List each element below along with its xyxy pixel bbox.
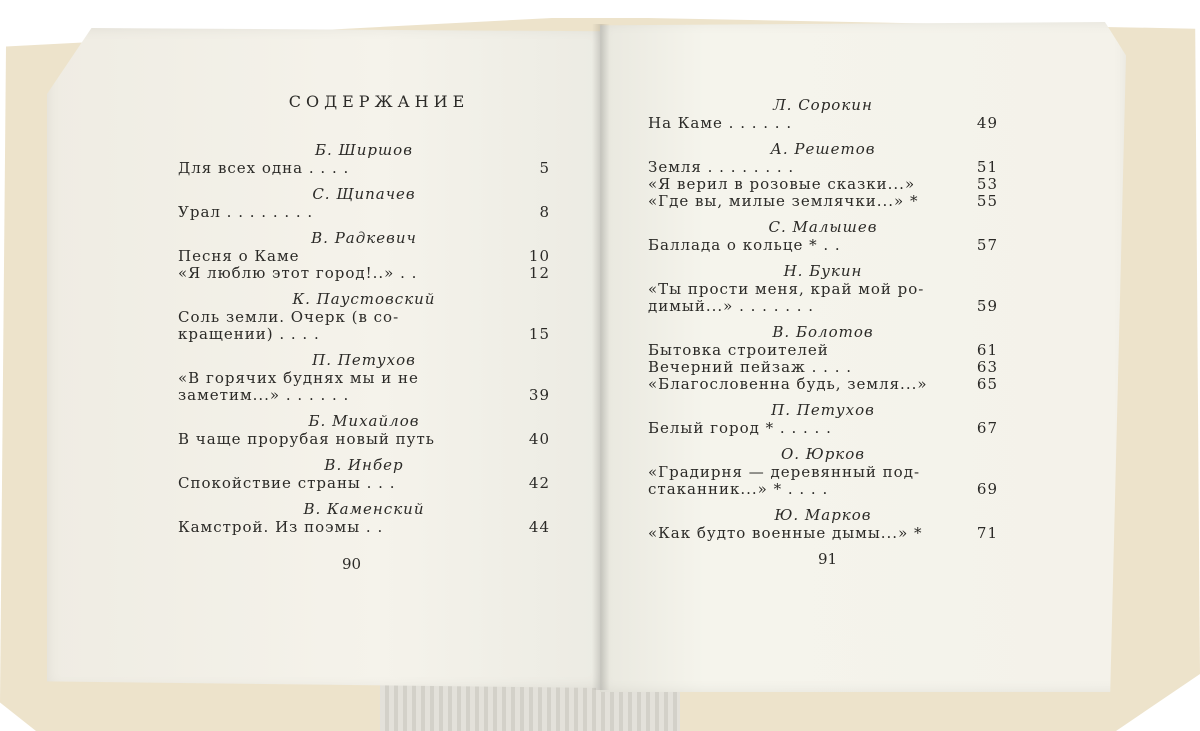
entry-title-line: кращении) . . . . [178, 325, 320, 343]
entry-title-line: «Ты прости меня, край мой ро- [648, 280, 925, 298]
entry-title-line: Соль земли. Очерк (в со- [178, 308, 400, 326]
author-name: Н. Букин [783, 262, 863, 280]
toc-entry [648, 115, 998, 132]
author-name: Б. Ширшов [315, 141, 413, 159]
entry-page: 12 [528, 264, 550, 282]
entry-page: 39 [528, 386, 550, 404]
entry-title: «Где вы, милые землячки...» * [648, 192, 919, 210]
toc-entry [648, 359, 998, 376]
toc-entry [178, 475, 550, 492]
toc-entry [648, 342, 998, 359]
toc-entry [648, 298, 998, 315]
entry-page: 55 [976, 192, 998, 210]
entry-page: 61 [976, 341, 998, 359]
entry-title-line: димый...» . . . . . . . [648, 297, 815, 315]
toc-entry [178, 265, 550, 282]
page-number: 91 [818, 550, 838, 568]
toc-entry [648, 420, 998, 437]
left-toc [178, 90, 550, 536]
author-name: П. Петухов [771, 401, 875, 419]
right-toc [648, 88, 998, 542]
author-name: Л. Сорокин [773, 96, 873, 114]
toc-entry [178, 519, 550, 536]
entry-title: «Я люблю этот город!..» . . [178, 264, 418, 282]
toc-entry [178, 204, 550, 221]
entry-page: 8 [539, 203, 550, 221]
entry-page: 15 [528, 325, 550, 343]
entry-title-line: «Градирня — деревянный под- [648, 463, 921, 481]
toc-entry [648, 193, 998, 210]
entry-page: 5 [539, 159, 550, 177]
entry-title: Бытовка строителей [648, 341, 829, 359]
author-name: В. Инбер [324, 456, 404, 474]
entry-title: «Я верил в розовые сказки...» [648, 175, 916, 193]
entry-title: «Благословенна будь, земля...» [648, 375, 928, 393]
entry-title-line: заметим...» . . . . . . [178, 386, 350, 404]
entry-title: Баллада о кольце * . . [648, 236, 841, 254]
toc-heading: СОДЕРЖАНИЕ [288, 92, 470, 111]
entry-page: 65 [976, 375, 998, 393]
entry-page: 71 [976, 524, 998, 542]
toc-entry [648, 176, 998, 193]
entry-title-line: стаканник...» * . . . . [648, 480, 829, 498]
toc-entry [648, 237, 998, 254]
entry-page: 40 [528, 430, 550, 448]
entry-title: Белый город * . . . . . [648, 419, 832, 437]
entry-title: На Каме . . . . . . [648, 114, 793, 132]
entry-title: Для всех одна . . . . [178, 159, 350, 177]
author-name: В. Каменский [303, 500, 425, 518]
entry-page: 49 [976, 114, 998, 132]
entry-page: 59 [976, 297, 998, 315]
entry-page: 51 [976, 158, 998, 176]
author-name: С. Щипачев [312, 185, 416, 203]
author-name: Ю. Марков [774, 506, 872, 524]
entry-page: 42 [528, 474, 550, 492]
entry-page: 53 [976, 175, 998, 193]
toc-entry [648, 159, 998, 176]
entry-title: «Как будто военные дымы...» * [648, 524, 923, 542]
toc-entry [178, 326, 550, 343]
toc-entry [178, 431, 550, 448]
toc-entry [178, 248, 550, 265]
entry-page: 67 [976, 419, 998, 437]
entry-page: 57 [976, 236, 998, 254]
entry-title: Песня о Каме [178, 247, 300, 265]
toc-entry [648, 481, 998, 498]
author-name: С. Малышев [768, 218, 878, 236]
entry-page: 69 [976, 480, 998, 498]
author-name: В. Радкевич [311, 229, 417, 247]
page-number: 90 [342, 555, 362, 573]
author-name: П. Петухов [312, 351, 416, 369]
author-name: В. Болотов [772, 323, 874, 341]
entry-title: Земля . . . . . . . . [648, 158, 795, 176]
entry-title: Урал . . . . . . . . [178, 203, 314, 221]
entry-title: Камстрой. Из поэмы . . [178, 518, 384, 536]
toc-entry [178, 387, 550, 404]
toc-entry [648, 525, 998, 542]
author-name: А. Решетов [770, 140, 876, 158]
toc-entry [648, 376, 998, 393]
entry-title-line: «В горячих буднях мы и не [178, 369, 419, 387]
toc-entry [178, 160, 550, 177]
author-name: О. Юрков [780, 445, 866, 463]
entry-page: 10 [528, 247, 550, 265]
author-name: К. Паустовский [292, 290, 436, 308]
author-name: Б. Михайлов [308, 412, 420, 430]
entry-page: 63 [976, 358, 998, 376]
entry-title: Спокойствие страны . . . [178, 474, 396, 492]
entry-title: Вечерний пейзаж . . . . [648, 358, 852, 376]
entry-page: 44 [528, 518, 550, 536]
entry-title: В чаще прорубая новый путь [178, 430, 435, 448]
page-gutter [592, 24, 610, 690]
